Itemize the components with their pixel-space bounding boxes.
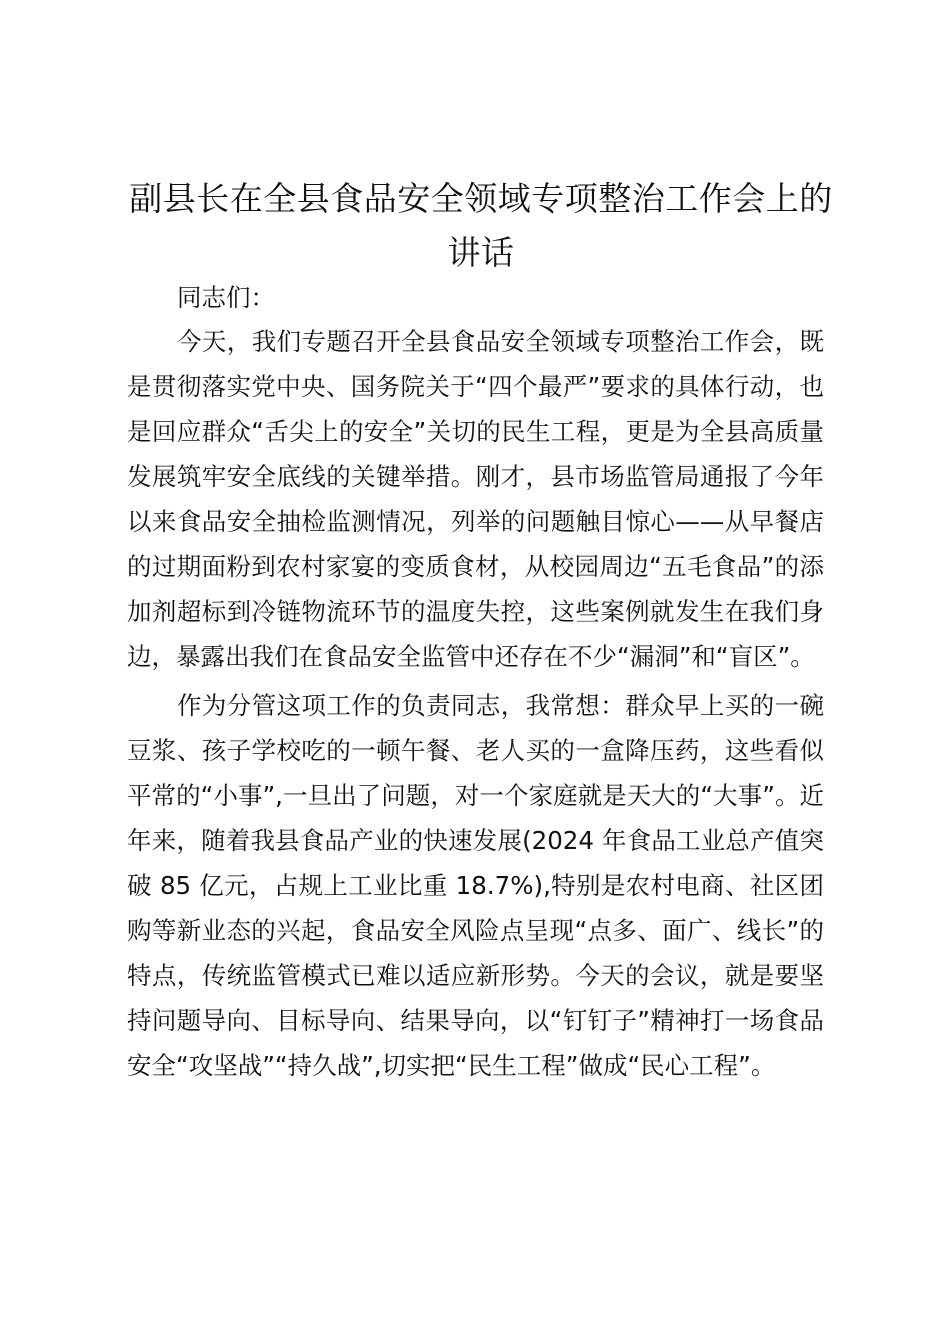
paragraph-1: 今天，我们专题召开全县食品安全领域专项整治工作会，既是贯彻落实党中央、国务院关于“四个最严”要求的具体行动，也是回应群众“舌尖上的安全”关切的民生工程，更是为全县高质量发展筑牢安全底线的关键举措。刚才，县市场监管局通报了今年以来食品安全抽检监测情况，列举的问题触目惊心——从早餐店的过期面粉到农村家宴的变质食材，从校园周边“五毛食品”的添加剂超标到冷链物流环节的温度失控，这些案例就发生在我们身边，暴露出我们在食品安全监管中还存在不少“漏洞”和“盲区”。 <box>127 327 824 671</box>
paragraph-2: 作为分管这项工作的负责同志，我常想：群众早上买的一碗豆浆、孩子学校吃的一顿午餐、老人买的一盒降压药，这些看似平常的“小事”,一旦出了问题，对一个家庭就是天大的“大事”。近年来，随着我县食品产业的快速发展(2024 年食品工业总产值突破 85 亿元，占规上工业比重 18.7%),特别是农村电商、社区团购等新业态的兴起，食品安全风险点呈现“点多、面广、线长”的特点，传统监管模式已难以适应新形势。今天的会议，就是要坚持问题导向、目标导向、结果导向，以“钉钉子”精神打一场食品安全“攻坚战”“持久战”,切实把“民生工程”做成“民心工程”。 <box>127 691 824 1080</box>
salutation: 同志们： <box>177 283 275 312</box>
document-title: 副县长在全县食品安全领域专项整治工作会上的讲话 <box>129 179 833 272</box>
document-body <box>127 278 824 1088</box>
